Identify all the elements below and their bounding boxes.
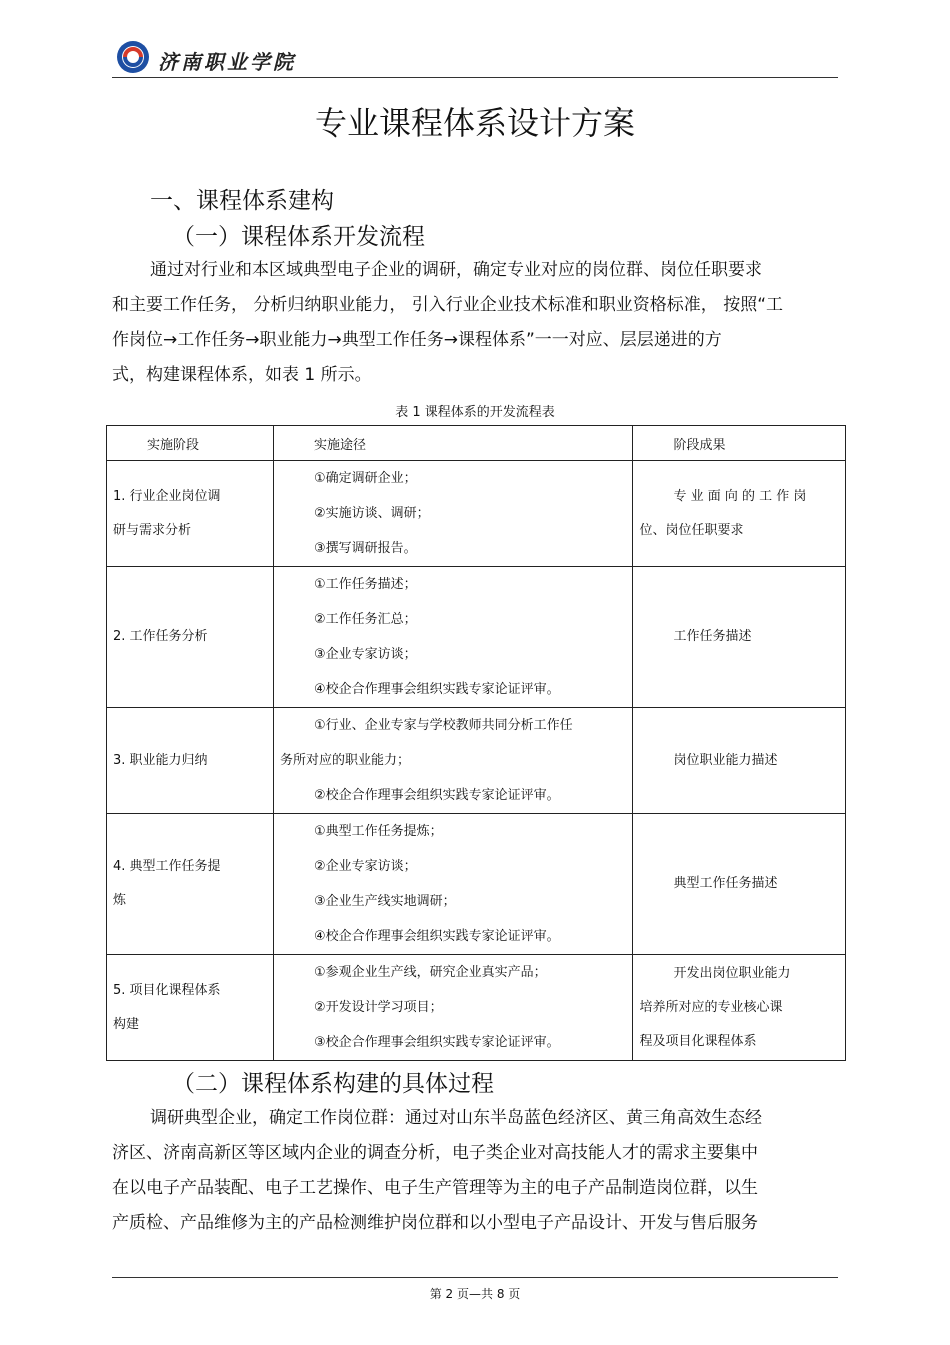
way-item: ①典型工作任务提炼； bbox=[314, 824, 443, 839]
intro-line: 作岗位→工作任务→职业能力→典型工作任务→课程体系”一一对应、层层递进的方 bbox=[112, 330, 722, 350]
ways-cell bbox=[274, 955, 633, 1061]
way-item: ③企业专家访谈； bbox=[314, 647, 417, 662]
table-header-row bbox=[107, 426, 846, 461]
way-item: 务所对应的职业能力； bbox=[280, 753, 411, 768]
column-header: 实施阶段 bbox=[107, 426, 274, 461]
stage-cell bbox=[107, 461, 274, 567]
way-item: ①工作任务描述； bbox=[314, 577, 417, 592]
result-text: 岗位职业能力描述 bbox=[673, 752, 778, 768]
stage-text: 2. 工作任务分析 bbox=[113, 629, 208, 644]
stage-text: 研与需求分析 bbox=[113, 522, 192, 538]
ways-cell bbox=[274, 814, 633, 955]
result-text: 专 业 面 向 的 工 作 岗 bbox=[673, 488, 807, 504]
stage-text: 构建 bbox=[113, 1016, 140, 1032]
result-cell bbox=[633, 567, 846, 708]
stage-cell bbox=[107, 814, 274, 955]
way-item: ④校企合作理事会组织实践专家论证评审。 bbox=[314, 929, 560, 944]
result-cell bbox=[633, 955, 846, 1061]
document-title: 专业课程体系设计方案 bbox=[314, 104, 635, 142]
way-item: ①行业、企业专家与学校教师共同分析工作任 bbox=[314, 718, 573, 733]
process-paragraph bbox=[112, 1101, 842, 1241]
result-text: 培养所对应的专业核心课 bbox=[639, 999, 783, 1015]
way-item: ②企业专家访谈； bbox=[314, 859, 417, 874]
stage-cell bbox=[107, 955, 274, 1061]
intro-line: 通过对行业和本区域典型电子企业的调研，确定专业对应的岗位群、岗位任职要求 bbox=[150, 260, 762, 280]
way-item: ②开发设计学习项目； bbox=[314, 1000, 443, 1015]
result-text: 工作任务描述 bbox=[673, 629, 752, 644]
ways-cell bbox=[274, 567, 633, 708]
subsection-heading-1: （一）课程体系开发流程 bbox=[172, 224, 425, 250]
process-line: 调研典型企业，确定工作岗位群：通过对山东半岛蓝色经济区、黄三角高效生态经 bbox=[150, 1108, 762, 1128]
stage-text: 4. 典型工作任务提 bbox=[113, 859, 221, 874]
stage-cell bbox=[107, 567, 274, 708]
result-text: 开发出岗位职业能力 bbox=[673, 965, 791, 981]
subsection-heading-2: （二）课程体系构建的具体过程 bbox=[172, 1071, 494, 1097]
page-header bbox=[112, 36, 838, 78]
result-cell bbox=[633, 708, 846, 814]
result-cell bbox=[633, 814, 846, 955]
stage-text: 5. 项目化课程体系 bbox=[113, 982, 221, 998]
intro-paragraph bbox=[112, 253, 842, 393]
process-line: 产质检、产品维修为主的产品检测维护岗位群和以小型电子产品设计、开发与售后服务 bbox=[112, 1213, 758, 1233]
ways-cell bbox=[274, 461, 633, 567]
way-item: ②工作任务汇总； bbox=[314, 612, 417, 627]
result-cell bbox=[633, 461, 846, 567]
footer-rule bbox=[112, 1277, 838, 1278]
column-header: 阶段成果 bbox=[633, 426, 846, 461]
table-row bbox=[107, 461, 846, 567]
school-name: 济南职业学院 bbox=[158, 50, 296, 74]
way-item: ③撰写调研报告。 bbox=[314, 541, 417, 556]
ways-cell bbox=[274, 708, 633, 814]
process-line: 在以电子产品装配、电子工艺操作、电子生产管理等为主的电子产品制造岗位群，以生 bbox=[112, 1178, 758, 1198]
table-row bbox=[107, 955, 846, 1061]
way-item: ③校企合作理事会组织实践专家论证评审。 bbox=[314, 1035, 560, 1050]
table-row bbox=[107, 567, 846, 708]
result-text: 程及项目化课程体系 bbox=[639, 1033, 757, 1049]
table-row bbox=[107, 708, 846, 814]
stage-text: 1. 行业企业岗位调 bbox=[113, 488, 221, 504]
way-item: ①确定调研企业； bbox=[314, 471, 417, 486]
stage-cell bbox=[107, 708, 274, 814]
school-logo-icon bbox=[116, 40, 150, 74]
table-row bbox=[107, 814, 846, 955]
table-caption: 表 1 课程体系的开发流程表 bbox=[395, 405, 555, 420]
result-text: 典型工作任务描述 bbox=[673, 876, 778, 891]
way-item: ①参观企业生产线，研究企业真实产品； bbox=[314, 965, 547, 980]
header-rule bbox=[112, 77, 838, 78]
way-item: ②实施访谈、调研； bbox=[314, 506, 430, 521]
way-item: ③企业生产线实地调研； bbox=[314, 894, 456, 909]
intro-line: 式，构建课程体系，如表 1 所示。 bbox=[112, 365, 372, 385]
section-heading: 一、课程体系建构 bbox=[150, 188, 334, 214]
development-flow-table bbox=[106, 425, 846, 1061]
way-item: ④校企合作理事会组织实践专家论证评审。 bbox=[314, 682, 560, 697]
result-text: 位、岗位任职要求 bbox=[639, 522, 744, 538]
page-footer: 第 2 页—共 8 页 bbox=[429, 1287, 521, 1301]
stage-text: 炼 bbox=[113, 893, 127, 908]
column-header: 实施途径 bbox=[274, 426, 633, 461]
stage-text: 3. 职业能力归纳 bbox=[113, 752, 208, 768]
process-line: 济区、济南高新区等区域内企业的调查分析，电子类企业对高技能人才的需求主要集中 bbox=[112, 1143, 758, 1163]
intro-line: 和主要工作任务， 分析归纳职业能力， 引入行业企业技术标准和职业资格标准， 按照“工 bbox=[112, 295, 784, 315]
way-item: ②校企合作理事会组织实践专家论证评审。 bbox=[314, 788, 560, 803]
